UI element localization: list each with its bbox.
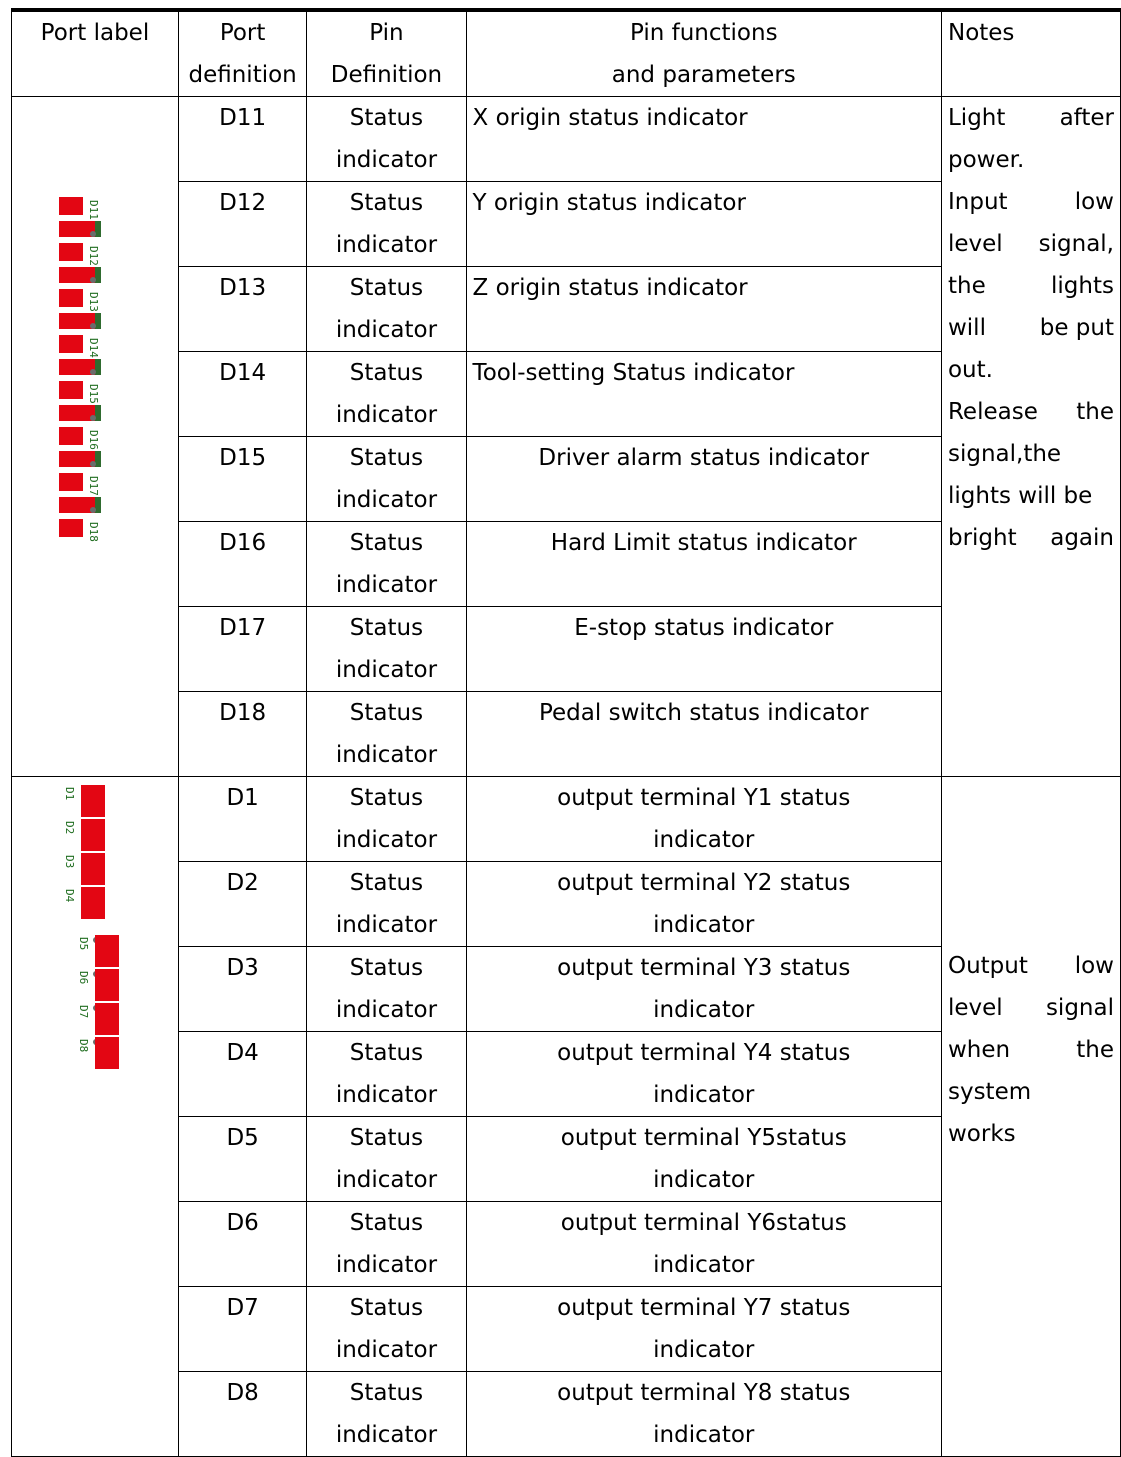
- pin-function-cell: output terminal Y3 status indicator: [466, 947, 941, 1032]
- notes-line: signal,the: [947, 441, 1062, 467]
- notes-line: Release the: [947, 399, 1114, 425]
- port-label-image-top: [12, 97, 179, 777]
- silkscreen-label: D11: [87, 200, 100, 220]
- port-definition-cell: D16: [178, 522, 306, 607]
- silkscreen-label: D14: [87, 338, 100, 358]
- port-definition-cell: D11: [178, 97, 306, 182]
- silkscreen-label: D15: [87, 384, 100, 404]
- header-port-label: Port label: [12, 12, 179, 97]
- pin-definition-cell: Status indicator: [307, 97, 466, 182]
- led-indicator: [59, 289, 83, 307]
- silkscreen-label: D18: [87, 522, 100, 542]
- led-indicator: [95, 1037, 119, 1069]
- solder-pad: [90, 461, 96, 467]
- port-definition-cell: D2: [178, 862, 306, 947]
- pin-function-cell: output terminal Y7 status indicator: [466, 1287, 941, 1372]
- port-definition-cell: D17: [178, 607, 306, 692]
- notes-line: level signal: [947, 995, 1114, 1021]
- silkscreen-label: D1: [63, 787, 76, 801]
- silkscreen-label: D8: [77, 1039, 90, 1053]
- silkscreen-label: D2: [63, 821, 76, 835]
- pin-definition-cell: Status indicator: [307, 1372, 466, 1457]
- pin-function-cell: Hard Limit status indicator: [466, 522, 941, 607]
- port-definition-cell: D13: [178, 267, 306, 352]
- notes-line: when the: [947, 1037, 1114, 1063]
- port-definition-cell: D18: [178, 692, 306, 777]
- led-indicator: [59, 473, 83, 491]
- notes-line: the lights: [947, 273, 1114, 299]
- led-array-bottom-graphic: [59, 785, 129, 1075]
- pin-definition-cell: Status indicator: [307, 1032, 466, 1117]
- pin-function-cell: output terminal Y6status indicator: [466, 1202, 941, 1287]
- notes-line: will be put: [947, 315, 1114, 341]
- notes-line: works: [947, 1121, 1016, 1147]
- notes-cell-bottom: [941, 777, 1120, 1457]
- led-indicator: [81, 853, 105, 885]
- notes-line: bright again: [947, 525, 1114, 551]
- led-array-top-graphic: [59, 197, 119, 542]
- notes-line: system: [947, 1079, 1032, 1105]
- notes-line: Output low: [947, 953, 1114, 979]
- port-definition-cell: D5: [178, 1117, 306, 1202]
- solder-pad: [90, 507, 96, 513]
- solder-pad: [90, 415, 96, 421]
- header-port-definition: Port definition: [178, 12, 306, 97]
- header-pin-definition: Pin Definition: [307, 12, 466, 97]
- solder-pad: [90, 369, 96, 375]
- pin-function-cell: Driver alarm status indicator: [466, 437, 941, 522]
- silkscreen-label: D12: [87, 246, 100, 266]
- notes-cell-top: [941, 97, 1120, 777]
- notes-line: Light after: [947, 105, 1114, 131]
- table-row: [12, 777, 1121, 862]
- pin-definition-cell: Status indicator: [307, 1117, 466, 1202]
- pin-definition-cell: Status indicator: [307, 437, 466, 522]
- port-definition-cell: D4: [178, 1032, 306, 1117]
- header-pin-functions: Pin functions and parameters: [466, 12, 941, 97]
- port-definition-cell: D8: [178, 1372, 306, 1457]
- led-indicator: [95, 969, 119, 1001]
- port-definition-cell: D1: [178, 777, 306, 862]
- led-indicator: [81, 785, 105, 817]
- led-indicator: [81, 887, 105, 919]
- port-definition-cell: D7: [178, 1287, 306, 1372]
- silkscreen-label: D4: [63, 889, 76, 903]
- pin-definition-cell: Status indicator: [307, 1287, 466, 1372]
- pin-definition-cell: Status indicator: [307, 1202, 466, 1287]
- notes-line: lights will be: [947, 483, 1093, 509]
- pin-function-cell: output terminal Y1 status indicator: [466, 777, 941, 862]
- silkscreen-label: D16: [87, 430, 100, 450]
- pin-function-cell: Y origin status indicator: [466, 182, 941, 267]
- silkscreen-label: D6: [77, 971, 90, 985]
- notes-line: level signal,: [947, 231, 1114, 257]
- port-definition-cell: D3: [178, 947, 306, 1032]
- pin-function-cell: output terminal Y4 status indicator: [466, 1032, 941, 1117]
- pin-function-cell: Pedal switch status indicator: [466, 692, 941, 777]
- solder-pad: [90, 277, 96, 283]
- led-indicator: [59, 243, 83, 261]
- pin-function-cell: output terminal Y5status indicator: [466, 1117, 941, 1202]
- silkscreen-label: D7: [77, 1005, 90, 1019]
- led-indicator: [95, 935, 119, 967]
- solder-pad: [90, 231, 96, 237]
- notes-line: power.: [947, 147, 1025, 173]
- led-indicator: [59, 197, 83, 215]
- silkscreen-label: D13: [87, 292, 100, 312]
- port-label-image-bottom: [12, 777, 179, 1457]
- led-indicator: [59, 519, 83, 537]
- pin-function-cell: X origin status indicator: [466, 97, 941, 182]
- led-indicator: [59, 427, 83, 445]
- pin-definition-cell: Status indicator: [307, 777, 466, 862]
- port-definition-cell: D14: [178, 352, 306, 437]
- pin-definition-cell: Status indicator: [307, 522, 466, 607]
- silkscreen-label: D3: [63, 855, 76, 869]
- silkscreen-label: D17: [87, 476, 100, 496]
- solder-pad: [90, 323, 96, 329]
- port-definition-cell: D6: [178, 1202, 306, 1287]
- table-row: [12, 97, 1121, 182]
- pin-function-cell: Tool-setting Status indicator: [466, 352, 941, 437]
- silkscreen-label: D5: [77, 937, 90, 951]
- notes-line: Input low: [947, 189, 1114, 215]
- pin-definition-cell: Status indicator: [307, 352, 466, 437]
- port-spec-table: [11, 11, 1121, 1457]
- pin-definition-cell: Status indicator: [307, 607, 466, 692]
- notes-line: out.: [947, 357, 993, 383]
- pin-definition-cell: Status indicator: [307, 947, 466, 1032]
- pin-definition-cell: Status indicator: [307, 267, 466, 352]
- led-indicator: [95, 1003, 119, 1035]
- led-indicator: [59, 335, 83, 353]
- led-indicator: [59, 381, 83, 399]
- port-definition-cell: D15: [178, 437, 306, 522]
- pin-function-cell: output terminal Y8 status indicator: [466, 1372, 941, 1457]
- pin-function-cell: output terminal Y2 status indicator: [466, 862, 941, 947]
- pin-function-cell: Z origin status indicator: [466, 267, 941, 352]
- header-notes: Notes: [941, 12, 1120, 97]
- led-indicator: [81, 819, 105, 851]
- pin-definition-cell: Status indicator: [307, 692, 466, 777]
- header-row: [12, 12, 1121, 97]
- port-definition-cell: D12: [178, 182, 306, 267]
- pin-definition-cell: Status indicator: [307, 182, 466, 267]
- pin-definition-cell: Status indicator: [307, 862, 466, 947]
- pin-function-cell: E-stop status indicator: [466, 607, 941, 692]
